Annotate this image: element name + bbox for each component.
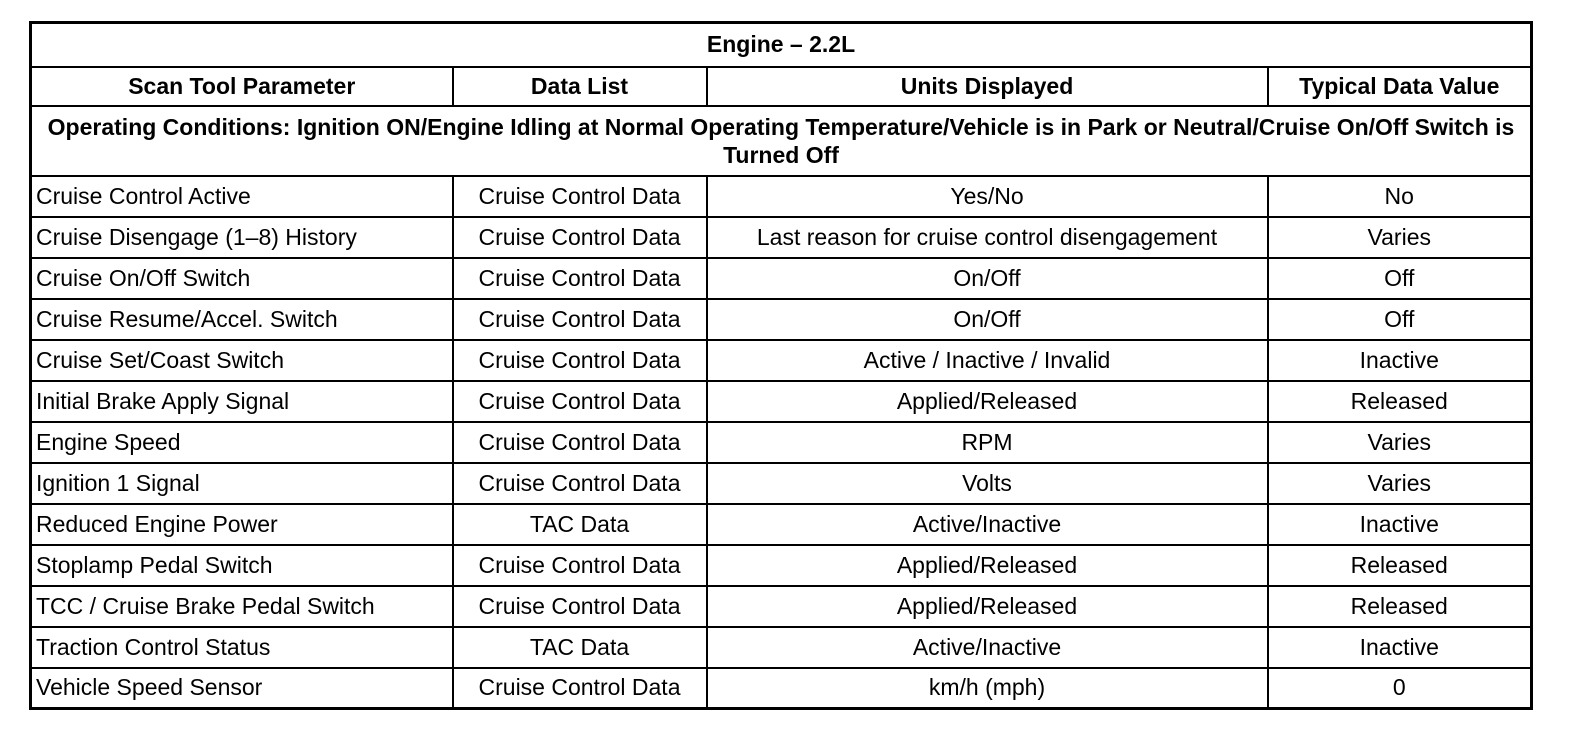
table-row — [31, 463, 1532, 504]
typical-value-cell: Inactive — [1268, 340, 1532, 381]
table-row — [31, 422, 1532, 463]
units-cell: Yes/No — [707, 176, 1268, 217]
data-list-cell: Cruise Control Data — [453, 258, 707, 299]
data-list-cell: Cruise Control Data — [453, 217, 707, 258]
data-list-cell: Cruise Control Data — [453, 586, 707, 627]
table-title-row — [31, 23, 1532, 67]
units-cell: Applied/Released — [707, 586, 1268, 627]
parameter-cell: Traction Control Status — [31, 627, 453, 668]
scan-tool-data-table — [29, 21, 1533, 710]
parameter-cell: Ignition 1 Signal — [31, 463, 453, 504]
table-title: Engine – 2.2L — [31, 23, 1532, 67]
header-scan-tool-parameter: Scan Tool Parameter — [31, 67, 453, 106]
data-list-cell: Cruise Control Data — [453, 176, 707, 217]
parameter-cell: Cruise Set/Coast Switch — [31, 340, 453, 381]
operating-conditions: Operating Conditions: Ignition ON/Engine Idling at Normal Operating Temperature/Vehicle is in Park or Neutral/Cruise On/Off Switch is Turned Off — [31, 106, 1532, 176]
parameter-cell: Cruise Control Active — [31, 176, 453, 217]
typical-value-cell: 0 — [1268, 668, 1532, 709]
header-units-displayed: Units Displayed — [707, 67, 1268, 106]
table-row — [31, 340, 1532, 381]
typical-value-cell: Released — [1268, 381, 1532, 422]
parameter-cell: Cruise Disengage (1–8) History — [31, 217, 453, 258]
units-cell: km/h (mph) — [707, 668, 1268, 709]
units-cell: Applied/Released — [707, 545, 1268, 586]
data-list-cell: Cruise Control Data — [453, 668, 707, 709]
units-cell: On/Off — [707, 299, 1268, 340]
table-row — [31, 381, 1532, 422]
typical-value-cell: Released — [1268, 545, 1532, 586]
table-row — [31, 668, 1532, 709]
table-body — [31, 176, 1532, 709]
typical-value-cell: Released — [1268, 586, 1532, 627]
data-list-cell: Cruise Control Data — [453, 381, 707, 422]
header-data-list: Data List — [453, 67, 707, 106]
parameter-cell: Stoplamp Pedal Switch — [31, 545, 453, 586]
units-cell: Active / Inactive / Invalid — [707, 340, 1268, 381]
data-list-cell: Cruise Control Data — [453, 463, 707, 504]
typical-value-cell: Inactive — [1268, 504, 1532, 545]
parameter-cell: Cruise Resume/Accel. Switch — [31, 299, 453, 340]
data-list-cell: Cruise Control Data — [453, 299, 707, 340]
data-list-cell: Cruise Control Data — [453, 545, 707, 586]
table-row — [31, 217, 1532, 258]
table-row — [31, 504, 1532, 545]
typical-value-cell: Varies — [1268, 422, 1532, 463]
parameter-cell: Vehicle Speed Sensor — [31, 668, 453, 709]
typical-value-cell: No — [1268, 176, 1532, 217]
table-row — [31, 258, 1532, 299]
units-cell: Active/Inactive — [707, 504, 1268, 545]
header-typical-data-value: Typical Data Value — [1268, 67, 1532, 106]
parameter-cell: Cruise On/Off Switch — [31, 258, 453, 299]
units-cell: Active/Inactive — [707, 627, 1268, 668]
units-cell: Applied/Released — [707, 381, 1268, 422]
typical-value-cell: Off — [1268, 299, 1532, 340]
data-list-cell: Cruise Control Data — [453, 340, 707, 381]
operating-conditions-row — [31, 106, 1532, 176]
scan-tool-data-table-container — [29, 21, 1530, 710]
table-row — [31, 586, 1532, 627]
parameter-cell: Engine Speed — [31, 422, 453, 463]
table-row — [31, 627, 1532, 668]
units-cell: On/Off — [707, 258, 1268, 299]
data-list-cell: TAC Data — [453, 504, 707, 545]
parameter-cell: Reduced Engine Power — [31, 504, 453, 545]
table-header-row — [31, 67, 1532, 106]
typical-value-cell: Varies — [1268, 463, 1532, 504]
data-list-cell: TAC Data — [453, 627, 707, 668]
units-cell: Last reason for cruise control disengagement — [707, 217, 1268, 258]
parameter-cell: TCC / Cruise Brake Pedal Switch — [31, 586, 453, 627]
table-row — [31, 299, 1532, 340]
data-list-cell: Cruise Control Data — [453, 422, 707, 463]
units-cell: RPM — [707, 422, 1268, 463]
units-cell: Volts — [707, 463, 1268, 504]
typical-value-cell: Varies — [1268, 217, 1532, 258]
table-row — [31, 176, 1532, 217]
parameter-cell: Initial Brake Apply Signal — [31, 381, 453, 422]
typical-value-cell: Inactive — [1268, 627, 1532, 668]
table-row — [31, 545, 1532, 586]
typical-value-cell: Off — [1268, 258, 1532, 299]
